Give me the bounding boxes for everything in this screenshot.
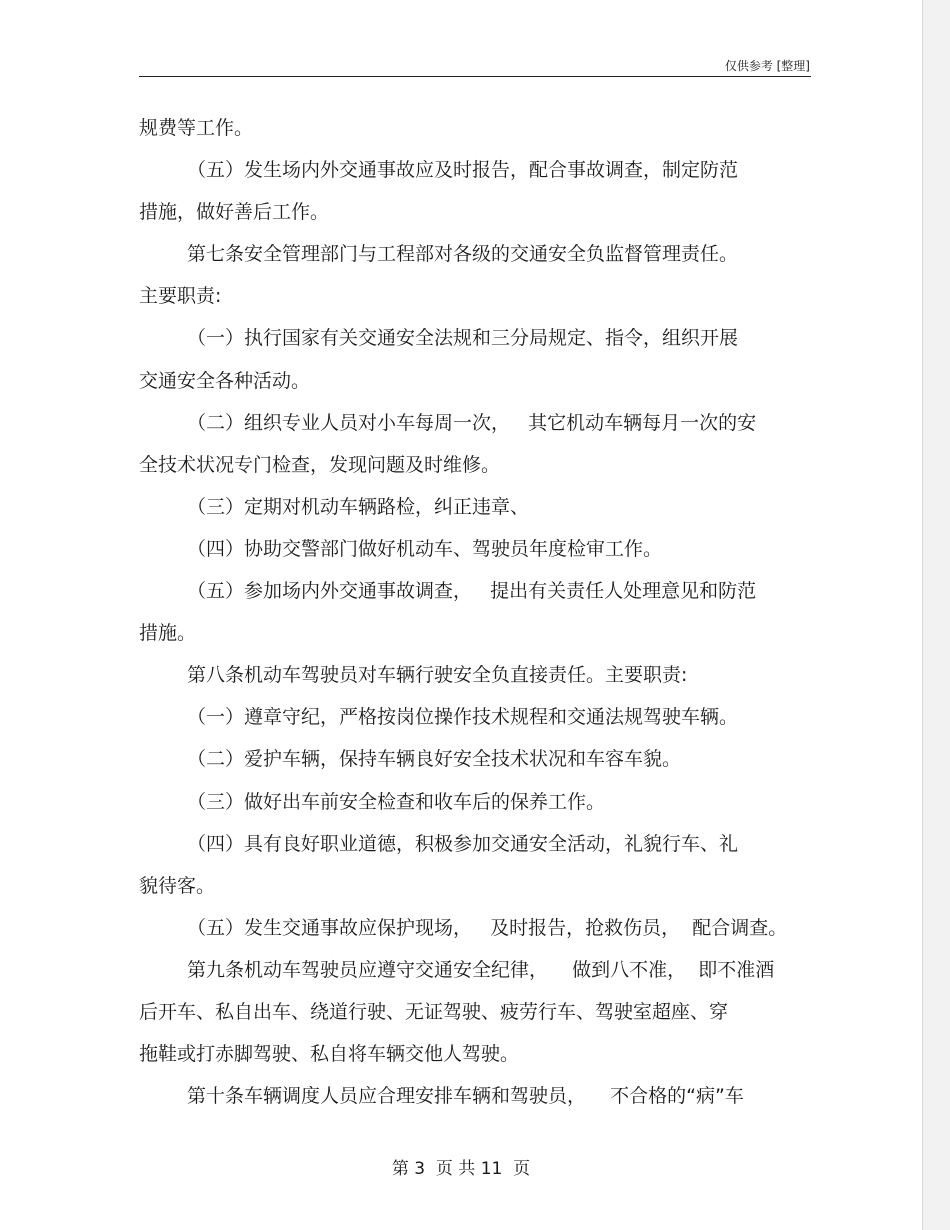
text-line: 貌待客。	[139, 874, 216, 897]
text-line: （五）发生交通事故应保护现场， 及时报告，抢救伤员， 配合调查。	[187, 916, 788, 939]
page-footer: 第 3 页 共 11 页	[391, 1159, 531, 1179]
text-line: 措施，做好善后工作。	[139, 201, 330, 224]
text-line: 第九条机动车驾驶员应遵守交通安全纪律， 做到八不准， 即不准酒	[187, 958, 775, 981]
text-line: （三）做好出车前安全检查和收车后的保养工作。	[187, 790, 606, 813]
text-line: （二）爱护车辆，保持车辆良好安全技术状况和车容车貌。	[187, 748, 682, 771]
text-line: （一）执行国家有关交通安全法规和三分局规定、指令，组织开展	[187, 327, 739, 350]
header-rule	[139, 76, 811, 77]
text-line: 第十条车辆调度人员应合理安排车辆和驾驶员， 不合格的“病”车	[187, 1085, 744, 1108]
text-line: 第八条机动车驾驶员对车辆行驶安全负直接责任。主要职责:	[187, 664, 688, 687]
text-line: （四）协助交警部门做好机动车、驾驶员年度检审工作。	[187, 537, 663, 560]
text-line: 第七条安全管理部门与工程部对各级的交通安全负监督管理责任。	[187, 243, 739, 266]
page-header: 仅供参考 [整理]	[724, 59, 810, 73]
text-line: 交通安全各种活动。	[139, 369, 311, 392]
text-line: 主要职责:	[139, 285, 222, 308]
text-line: 后开车、私自出车、绕道行驶、无证驾驶、疲劳行车、驾驶室超座、穿	[139, 1000, 729, 1023]
text-line: （二）组织专业人员对小车每周一次， 其它机动车辆每月一次的安	[187, 411, 757, 434]
text-line: （三）定期对机动车辆路检，纠正违章、	[187, 495, 530, 518]
text-line: 规费等工作。	[139, 117, 254, 139]
text-line: 拖鞋或打赤脚驾驶、私自将车辆交他人驾驶。	[139, 1043, 520, 1066]
document-body	[139, 107, 819, 1117]
text-line: 措施。	[139, 622, 197, 645]
text-line: 全技术状况专门检查，发现问题及时维修。	[139, 453, 501, 476]
text-line: （五）发生场内外交通事故应及时报告，配合事故调查，制定防范	[187, 159, 739, 182]
text-line: （一）遵章守纪，严格按岗位操作技术规程和交通法规驾驶车辆。	[187, 706, 739, 729]
text-line: （四）具有良好职业道德，积极参加交通安全活动，礼貌行车、礼	[187, 832, 739, 855]
text-line: （五）参加场内外交通事故调查， 提出有关责任人处理意见和防范	[187, 580, 757, 603]
